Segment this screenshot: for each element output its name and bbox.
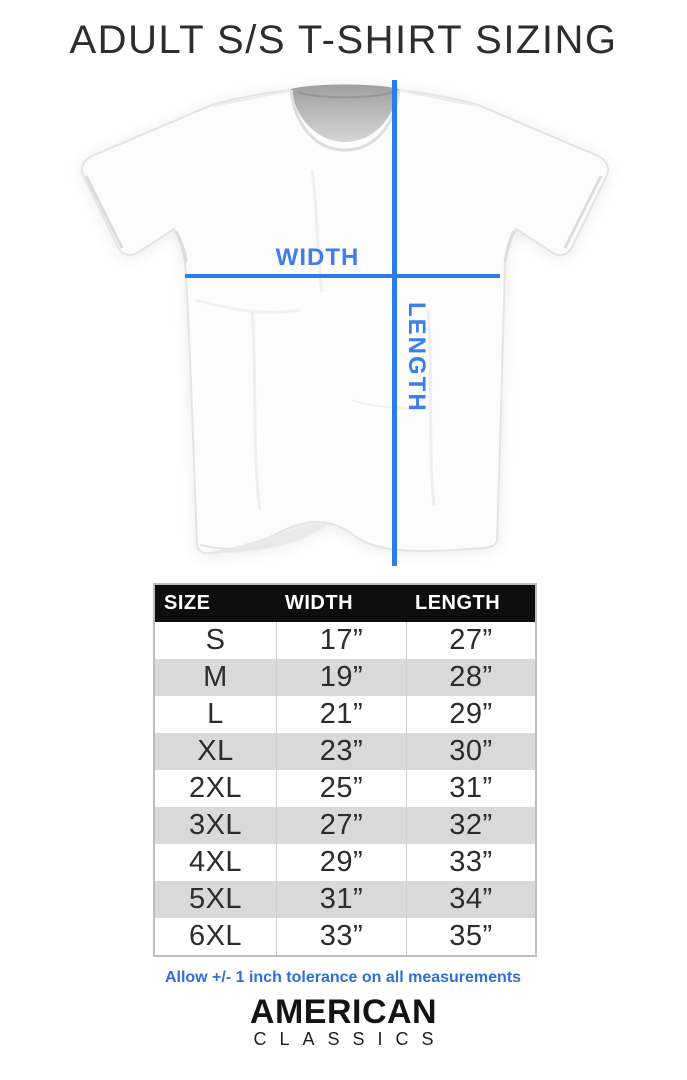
brand-name-top: AMERICAN [249, 993, 438, 1031]
table-row [155, 770, 535, 807]
size-chart-table [153, 583, 537, 957]
size-cell: XL [155, 733, 276, 770]
length-label: LENGTH [403, 302, 430, 413]
size-cell: L [155, 696, 276, 733]
page-title: ADULT S/S T-SHIRT SIZING [69, 18, 618, 62]
length-cell: 31” [406, 770, 535, 807]
size-cell: 3XL [155, 807, 276, 844]
column-header-length: LENGTH [406, 585, 535, 622]
table-row [155, 659, 535, 696]
width-cell: 27” [276, 807, 406, 844]
width-cell: 21” [276, 696, 406, 733]
tolerance-note: Allow +/- 1 inch tolerance on all measurements [164, 969, 522, 986]
width-label: WIDTH [275, 244, 360, 271]
length-cell: 34” [406, 881, 535, 918]
brand-name-bottom: CLASSICS [253, 1029, 447, 1049]
width-cell: 23” [276, 733, 406, 770]
width-cell: 29” [276, 844, 406, 881]
brand-logo [0, 995, 687, 1049]
table-row [155, 807, 535, 844]
table-row [155, 696, 535, 733]
table-row [155, 733, 535, 770]
size-cell: 6XL [155, 918, 276, 955]
table-row [155, 622, 535, 659]
length-cell: 30” [406, 733, 535, 770]
size-cell: 4XL [155, 844, 276, 881]
width-cell: 33” [276, 918, 406, 955]
column-header-size: SIZE [155, 585, 276, 622]
width-cell: 19” [276, 659, 406, 696]
size-cell: 2XL [155, 770, 276, 807]
length-cell: 33” [406, 844, 535, 881]
tshirt-body [82, 87, 608, 553]
size-cell: S [155, 622, 276, 659]
table-row [155, 844, 535, 881]
length-cell: 35” [406, 918, 535, 955]
length-cell: 28” [406, 659, 535, 696]
size-cell: M [155, 659, 276, 696]
width-cell: 31” [276, 881, 406, 918]
width-measure-line [185, 274, 500, 278]
table-row [155, 918, 535, 955]
width-cell: 25” [276, 770, 406, 807]
size-cell: 5XL [155, 881, 276, 918]
size-chart-header-row [155, 585, 535, 622]
length-cell: 27” [406, 622, 535, 659]
column-header-width: WIDTH [276, 585, 406, 622]
width-cell: 17” [276, 622, 406, 659]
table-row [155, 881, 535, 918]
length-cell: 29” [406, 696, 535, 733]
length-cell: 32” [406, 807, 535, 844]
length-measure-line [392, 80, 397, 566]
